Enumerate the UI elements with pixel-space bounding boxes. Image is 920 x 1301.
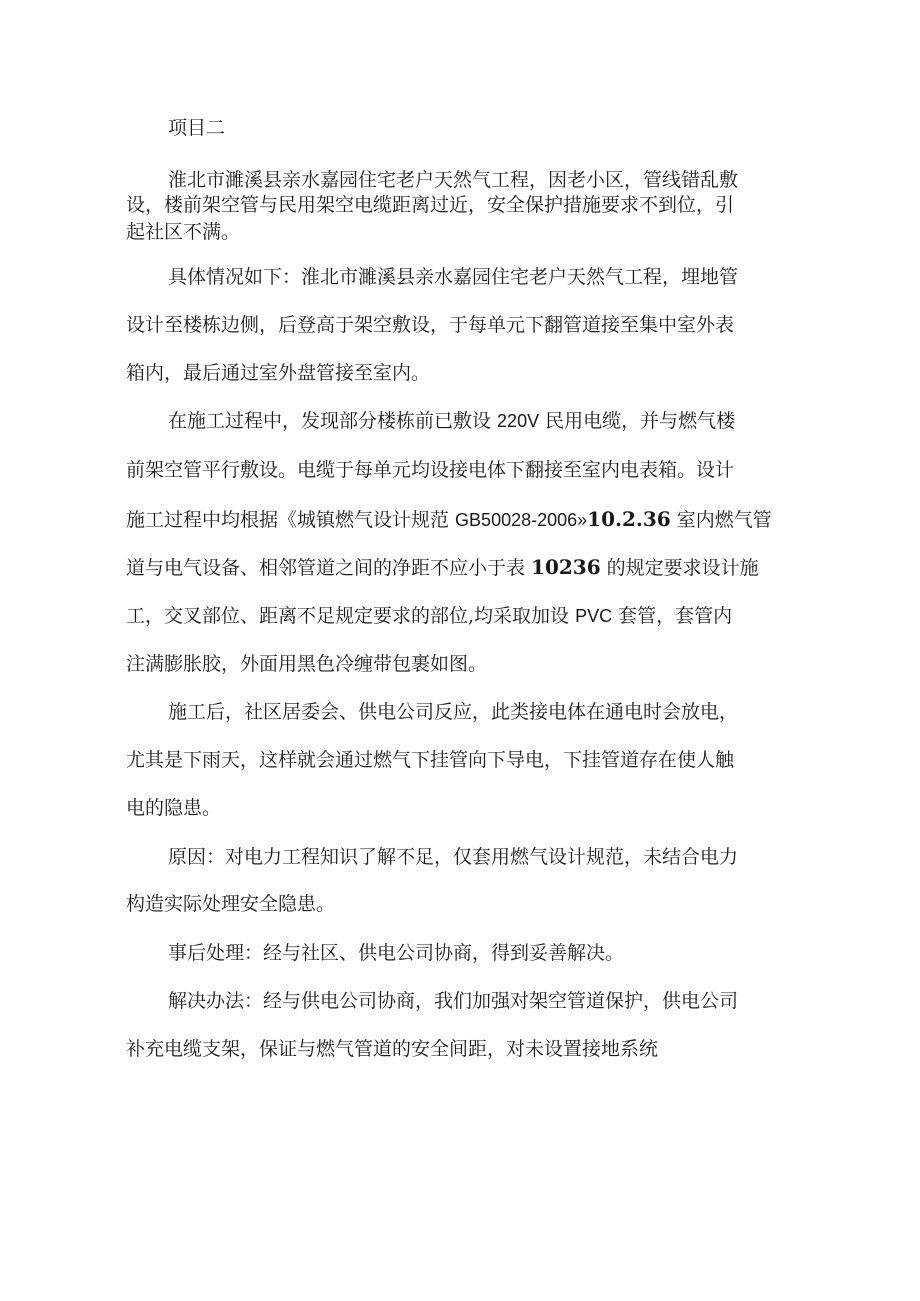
- voltage-value: 220V: [497, 411, 540, 431]
- paragraph-4-line-2: 尤其是下雨天，这样就会通过燃气下挂管向下导电，下挂管道存在使人触: [126, 749, 735, 771]
- clause-number: 10.2.36: [587, 507, 671, 531]
- paragraph-3-line-1: [168, 409, 735, 433]
- paragraph-7-line-1: 解决办法：经与供电公司协商，我们加强对架空管道保护，供电公司: [168, 990, 739, 1012]
- paragraph-3-line-3: [126, 507, 772, 532]
- text-segment: 在施工过程中，发现部分楼栋前已敷设: [168, 410, 498, 432]
- text-segment: 的规定要求设计施: [600, 557, 759, 579]
- paragraph-3-line-5: [126, 604, 732, 628]
- paragraph-1-line-2: 设，楼前架空管与民用架空电缆距离过近，安全保护措施要求不到位，引: [126, 194, 735, 216]
- paragraph-5-line-2: 构造实际处理安全隐患。: [126, 893, 336, 915]
- paragraph-1-line-1: 淮北市濉溪县亲水嘉园住宅老户天然气工程，因老小区，管线错乱敷: [168, 169, 739, 191]
- paragraph-7-line-2: 补充电缆支架，保证与燃气管道的安全间距，对未设置接地系统: [126, 1038, 659, 1060]
- paragraph-3-line-6: 注满膨胀胶，外面用黑色冷缠带包裹如图。: [126, 653, 488, 675]
- paragraph-5-line-1: 原因：对电力工程知识了解不足，仅套用燃气设计规范，未结合电力: [168, 846, 739, 868]
- material-name: PVC: [575, 606, 613, 626]
- section-heading: 项目二: [168, 117, 226, 139]
- text-segment: 工，交叉部位、距离不足规定要求的部位,均采取加设: [126, 605, 576, 627]
- paragraph-4-line-3: 电的隐患。: [126, 797, 222, 819]
- text-segment: 道与电气设备、相邻管道之间的净距不应小于表: [126, 557, 532, 579]
- table-number: 10236: [531, 555, 601, 579]
- paragraph-4-line-1: 施工后，社区居委会、供电公司反应，此类接电体在通电时会放电，: [168, 701, 739, 723]
- paragraph-3-line-2: 前架空管平行敷设。电缆于每单元均设接电体下翻接至室内电表箱。设计: [126, 459, 735, 481]
- paragraph-3-line-4: [126, 555, 759, 580]
- text-segment: 施工过程中均根据《城镇燃气设计规范: [126, 509, 456, 531]
- text-segment: 室内燃气管: [670, 509, 772, 531]
- paragraph-6-line-1: 事后处理：经与社区、供电公司协商，得到妥善解决。: [168, 942, 625, 964]
- paragraph-2-line-3: 箱内，最后通过室外盘管接至室内。: [126, 362, 431, 384]
- paragraph-2-line-2: 设计至楼栋边侧，后登高于架空敷设，于每单元下翻管道接至集中室外表: [126, 314, 735, 336]
- paragraph-2-line-1: 具体情况如下：淮北市濉溪县亲水嘉园住宅老户天然气工程，埋地管: [168, 266, 739, 288]
- standard-code: GB50028-2006»: [455, 510, 588, 530]
- text-segment: 民用电缆，并与燃气楼: [539, 410, 736, 432]
- paragraph-1-line-3: 起社区不满。: [126, 221, 241, 243]
- text-segment: 套管，套管内: [612, 605, 733, 627]
